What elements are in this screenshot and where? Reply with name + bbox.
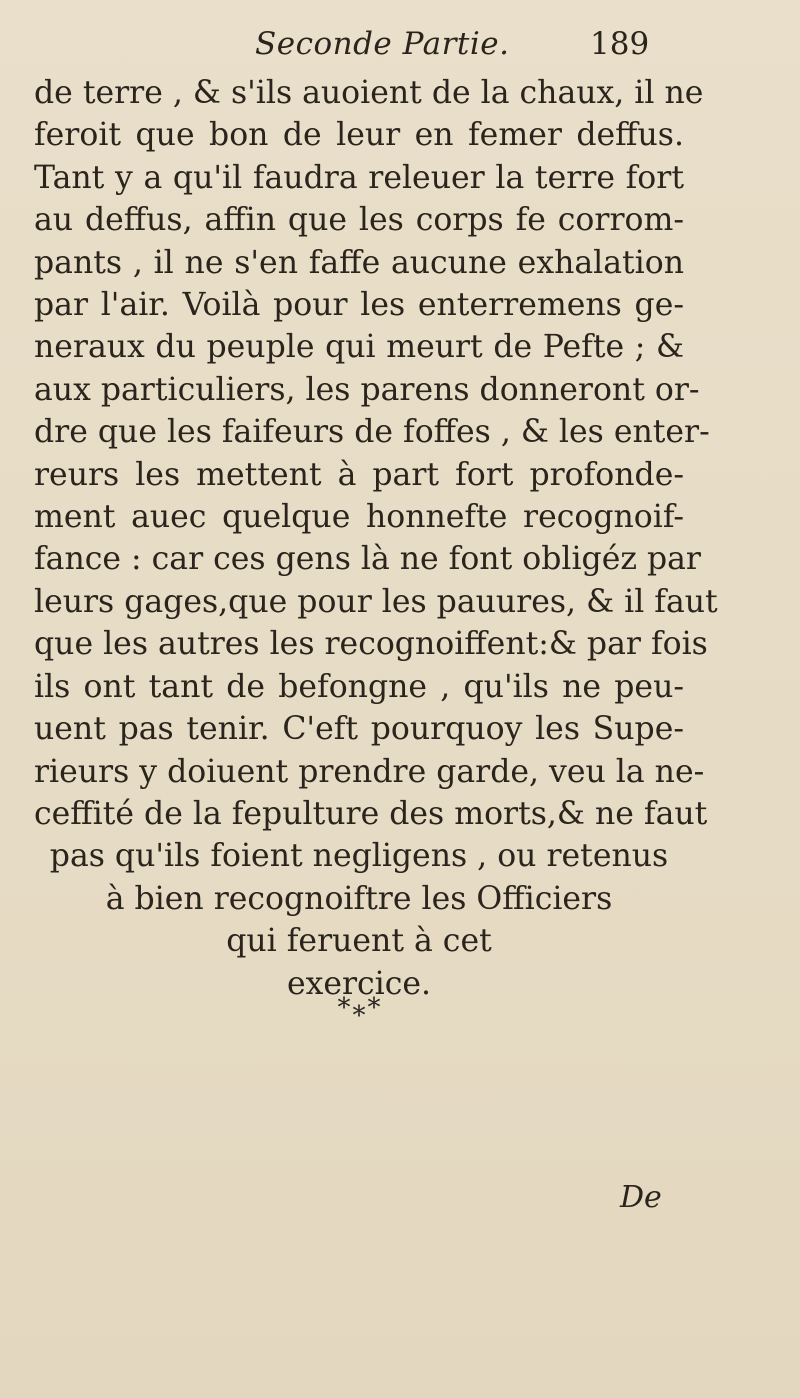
text-line: ils ont tant de befongne , qu'ils ne peu-: [34, 668, 684, 705]
text-line: pants , il ne s'en faffe aucune exhalation: [34, 244, 684, 281]
text-line: reurs les mettent à part fort profonde-: [34, 456, 684, 493]
text-line: aux particuliers, les parens donneront or-: [34, 371, 700, 408]
body-text: [34, 72, 718, 1005]
text-line: pas qu'ils foient negligens , ou retenus: [49, 838, 669, 875]
text-line: ceffité de la fepulture des morts,& ne faut: [34, 795, 708, 832]
catchword: De: [620, 1180, 662, 1215]
text-line: que les autres les recognoiffent:& par fois: [34, 626, 708, 663]
text-line: leurs gages,que pour les pauures, & il faut: [34, 583, 718, 620]
text-line: de terre , & s'ils auoient de la chaux, il ne: [34, 75, 704, 111]
text-line: neraux du peuple qui meurt de Pefte ; &: [34, 329, 684, 366]
text-line: feroit que bon de leur en femer deffus.: [34, 117, 684, 154]
page-number: 189: [590, 26, 650, 62]
text-line: par l'air. Voilà pour les enterremens ge-: [34, 287, 684, 324]
text-line: fance : car ces gens là ne font obligéz par: [34, 541, 701, 578]
text-line: Tant y a qu'il faudra releuer la terre fort: [34, 159, 684, 196]
text-line: uent pas tenir. C'eft pourquoy les Supe-: [34, 711, 684, 748]
text-line: rieurs y doiuent prendre garde, veu la ne-: [34, 753, 705, 790]
text-line: à bien recognoiftre les Officiers: [105, 880, 613, 917]
text-line: au deffus, affin que les corps fe corrom-: [34, 202, 684, 239]
page-header: [0, 20, 800, 72]
text-line: qui feruent à cet: [226, 923, 492, 960]
text-line: ment auec quelque honnefte recognoif-: [34, 499, 684, 536]
text-line: exercice.: [286, 965, 432, 1002]
asterism-ornament: *⁎*: [337, 993, 383, 1023]
running-title: Seconde Partie.: [255, 26, 510, 62]
text-line: dre que les faifeurs de foffes , & les enter-: [34, 414, 710, 451]
